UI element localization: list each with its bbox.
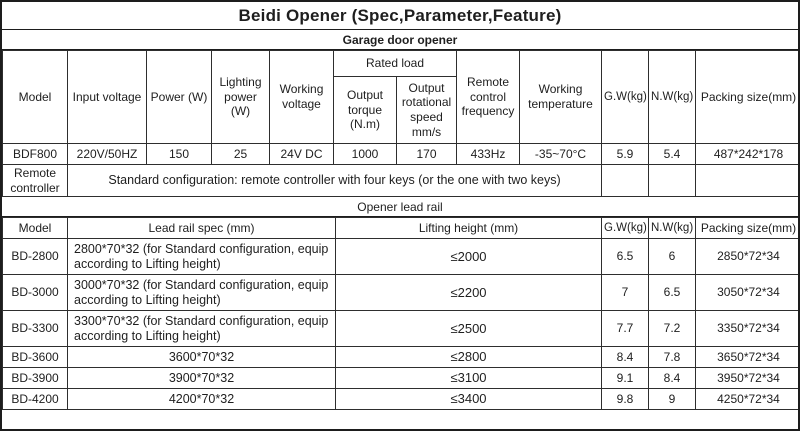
header-remote-control-frequency: Remote control frequency (457, 51, 520, 144)
cell-rail-spec: 2800*70*32 (for Standard configuration, equip according to Lifting height) (68, 239, 336, 275)
cell-remote-controller-config: Standard configuration: remote controller with four keys (or the one with two keys) (68, 165, 602, 197)
cell-nw: 7.2 (649, 311, 696, 347)
header-output-rotational-speed: Output rotational speed mm/s (397, 77, 457, 144)
cell-packing-size: 3050*72*34 (696, 275, 800, 311)
header-power: Power (W) (147, 51, 212, 144)
table-row-bd-3900 (3, 368, 800, 389)
cell-model: BD-3000 (3, 275, 68, 311)
header-packing-size: Packing size(mm) (696, 218, 800, 239)
cell-model: BDF800 (3, 144, 68, 165)
cell-model: BD-2800 (3, 239, 68, 275)
cell-lifting-height: ≤3100 (336, 368, 602, 389)
table-row-bdf800 (3, 144, 800, 165)
cell-input-voltage: 220V/50HZ (68, 144, 147, 165)
table-row-bd-2800 (3, 239, 800, 275)
cell-gw: 7.7 (602, 311, 649, 347)
table-row-bd-3000 (3, 275, 800, 311)
table-row-bd-3300 (3, 311, 800, 347)
cell-gw: 9.1 (602, 368, 649, 389)
cell-rail-spec: 3000*70*32 (for Standard configuration, equip according to Lifting height) (68, 275, 336, 311)
cell-nw: 5.4 (649, 144, 696, 165)
cell-lighting-power: 25 (212, 144, 270, 165)
cell-remote-controller-label: Remote controller (3, 165, 68, 197)
cell-packing-size: 487*242*178 (696, 144, 800, 165)
table-row-remote-controller (3, 165, 800, 197)
empty-cell (649, 165, 696, 197)
rail-header-row (3, 218, 800, 239)
section-header-opener-lead-rail: Opener lead rail (2, 197, 798, 217)
header-lead-rail-spec: Lead rail spec (mm) (68, 218, 336, 239)
cell-lifting-height: ≤2000 (336, 239, 602, 275)
cell-lifting-height: ≤2800 (336, 347, 602, 368)
cell-output-torque: 1000 (334, 144, 397, 165)
table-row-bd-3600 (3, 347, 800, 368)
header-input-voltage: Input voltage (68, 51, 147, 144)
header-working-temperature: Working temperature (520, 51, 602, 144)
header-nw: N.W(kg) (649, 218, 696, 239)
header-nw: N.W(kg) (649, 51, 696, 144)
cell-model: BD-3300 (3, 311, 68, 347)
header-model: Model (3, 218, 68, 239)
cell-lifting-height: ≤3400 (336, 389, 602, 410)
cell-nw: 7.8 (649, 347, 696, 368)
cell-power: 150 (147, 144, 212, 165)
cell-gw: 8.4 (602, 347, 649, 368)
cell-rail-spec: 3600*70*32 (68, 347, 336, 368)
cell-packing-size: 3650*72*34 (696, 347, 800, 368)
cell-nw: 8.4 (649, 368, 696, 389)
cell-rail-spec: 3300*70*32 (for Standard configuration, equip according to Lifting height) (68, 311, 336, 347)
cell-model: BD-4200 (3, 389, 68, 410)
cell-working-voltage: 24V DC (270, 144, 334, 165)
header-rated-load: Rated load (334, 51, 457, 77)
cell-gw: 5.9 (602, 144, 649, 165)
cell-nw: 6 (649, 239, 696, 275)
header-working-voltage: Working voltage (270, 51, 334, 144)
table-row-bd-4200 (3, 389, 800, 410)
header-gw: G.W(kg) (602, 218, 649, 239)
cell-gw: 6.5 (602, 239, 649, 275)
cell-packing-size: 3950*72*34 (696, 368, 800, 389)
cell-nw: 6.5 (649, 275, 696, 311)
empty-cell (602, 165, 649, 197)
cell-packing-size: 4250*72*34 (696, 389, 800, 410)
cell-lifting-height: ≤2200 (336, 275, 602, 311)
cell-model: BD-3600 (3, 347, 68, 368)
section-header-garage-door-opener: Garage door opener (2, 30, 798, 50)
garage-opener-table (2, 50, 800, 197)
header-model: Model (3, 51, 68, 144)
cell-nw: 9 (649, 389, 696, 410)
cell-model: BD-3900 (3, 368, 68, 389)
cell-output-speed: 170 (397, 144, 457, 165)
cell-working-temperature: -35~70°C (520, 144, 602, 165)
cell-rail-spec: 4200*70*32 (68, 389, 336, 410)
header-packing-size: Packing size(mm) (696, 51, 800, 144)
header-lighting-power: Lighting power (W) (212, 51, 270, 144)
header-lifting-height: Lifting height (mm) (336, 218, 602, 239)
empty-cell (696, 165, 800, 197)
lead-rail-table (2, 217, 800, 410)
cell-gw: 7 (602, 275, 649, 311)
cell-packing-size: 2850*72*34 (696, 239, 800, 275)
garage-header-row-1 (3, 51, 800, 77)
cell-gw: 9.8 (602, 389, 649, 410)
cell-rail-spec: 3900*70*32 (68, 368, 336, 389)
page-title: Beidi Opener (Spec,Parameter,Feature) (2, 2, 798, 30)
cell-lifting-height: ≤2500 (336, 311, 602, 347)
header-output-torque: Output torque (N.m) (334, 77, 397, 144)
header-gw: G.W(kg) (602, 51, 649, 144)
cell-remote-frequency: 433Hz (457, 144, 520, 165)
cell-packing-size: 3350*72*34 (696, 311, 800, 347)
